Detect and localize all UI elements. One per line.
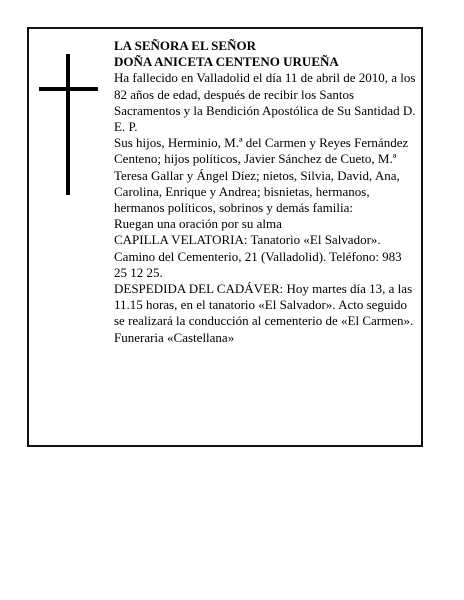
death-announcement: Ha fallecido en Valladolid el día 11 de abril de 2010, a los 82 años de edad, después de recibir los Santos Sacramentos y la Bendición Apostólica de Su Santidad D. E. P.	[114, 70, 416, 135]
cross-icon-bar	[39, 87, 98, 91]
heading-line-1: LA SEÑORA EL SEÑOR	[114, 38, 256, 53]
family-list: Sus hijos, Herminio, M.ª del Carmen y Reyes Fernández Centeno; hijos políticos, Javier Sánchez de Cueto, M.ª Teresa Gallar y Ángel Díez; nietos, Silvia, David, Ana, Carolina, Enrique y Andrea; bisnietas, hermanos, hermanos políticos, sobrinos y demás familia:	[114, 135, 409, 216]
obituary-text	[114, 38, 416, 346]
cross-icon	[66, 54, 70, 195]
wake-location: CAPILLA VELATORIA: Tanatorio «El Salvador». Camino del Cementerio, 21 (Valladolid). Teléfono: 983 25 12 25.	[114, 232, 402, 280]
prayer-request: Ruegan una oración por su alma	[114, 216, 282, 232]
farewell-details: DESPEDIDA DEL CADÁVER: Hoy martes día 13, a las 11.15 horas, en el tanatorio «El Salvador». Acto seguido se realizará la conducción al cementerio de «El Carmen».	[114, 281, 414, 329]
funeral-home: Funeraria «Castellana»	[114, 329, 235, 345]
heading-line-2: DOÑA ANICETA CENTENO URUEÑA	[114, 54, 339, 70]
